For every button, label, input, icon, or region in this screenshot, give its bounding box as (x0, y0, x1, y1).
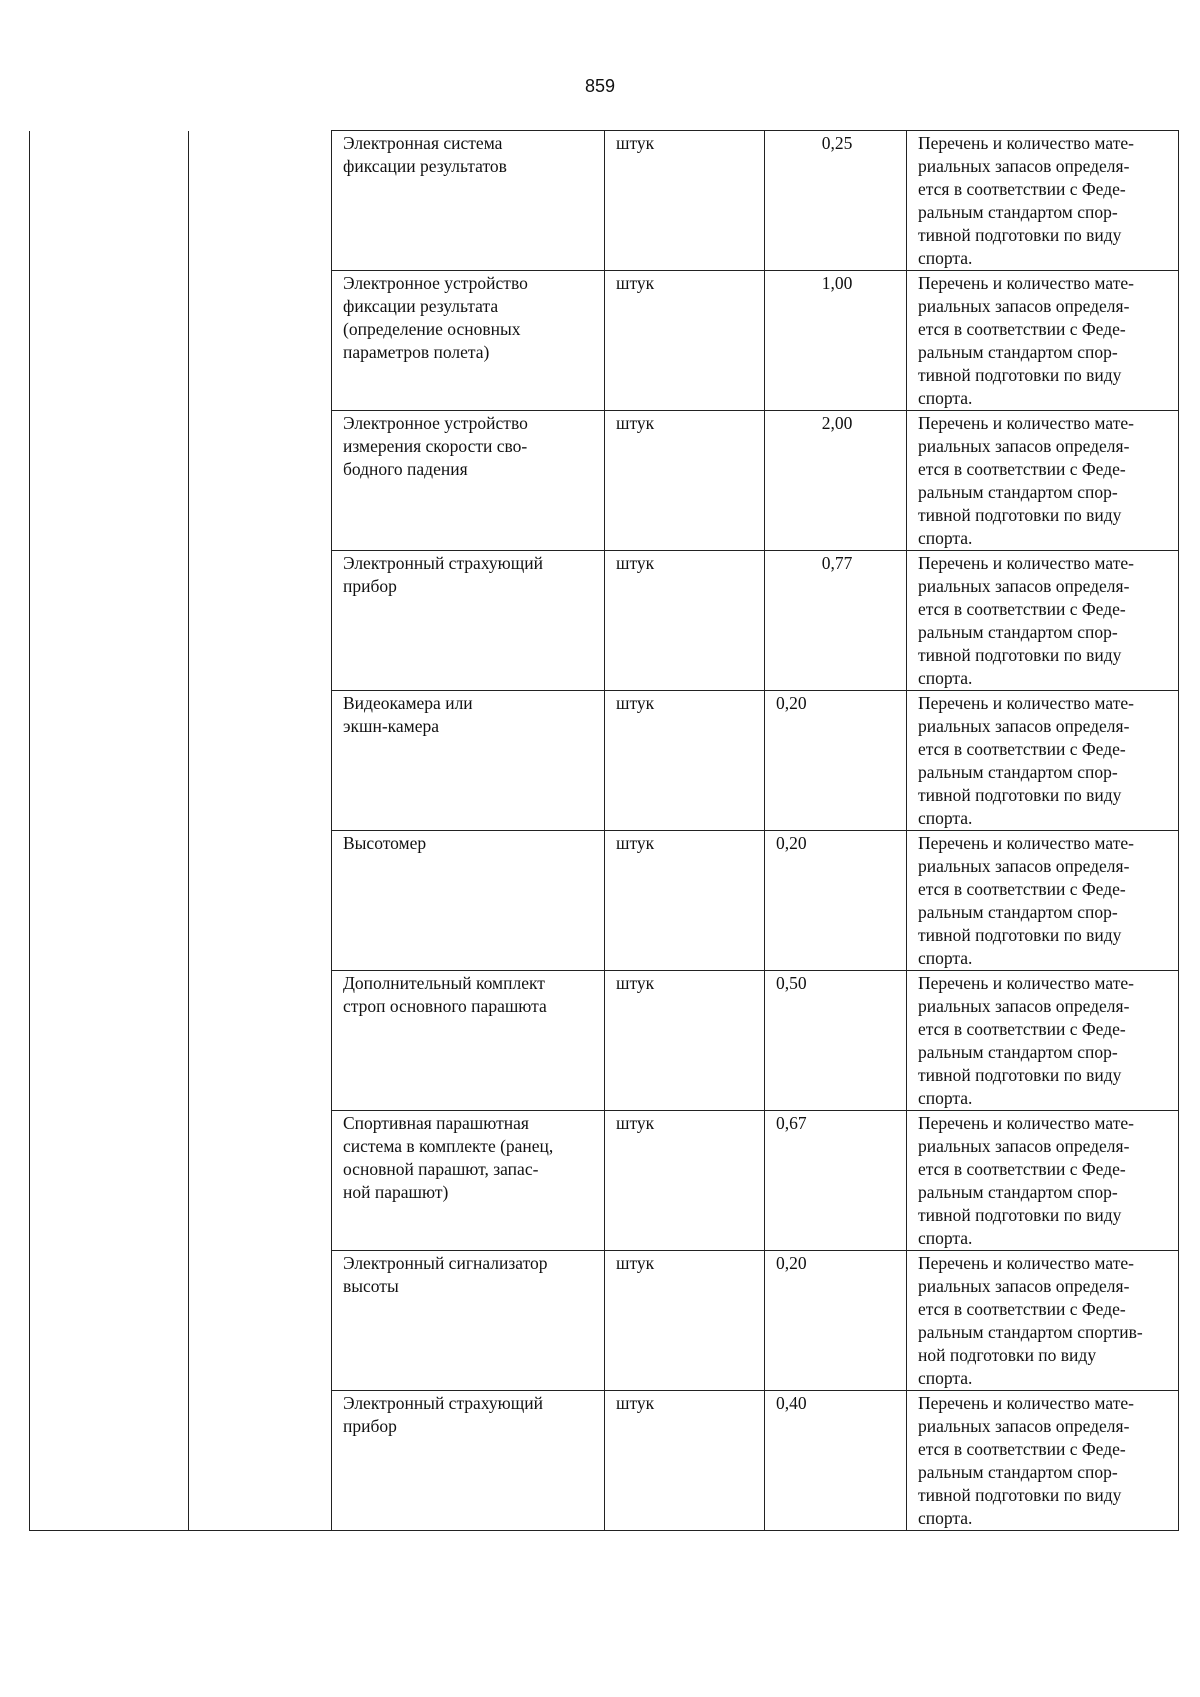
item-name-text: Электронная система фиксации результатов (343, 133, 507, 176)
quantity-text: 0,77 (821, 553, 853, 573)
quantity-text: 0,67 (776, 1113, 807, 1133)
unit-cell (605, 411, 765, 551)
item-name-text: Дополнительный комплект строп основного парашюта (343, 973, 547, 1016)
quantity-cell (765, 971, 907, 1111)
unit-text: штук (616, 273, 655, 293)
item-name-cell (332, 271, 605, 411)
note-cell (907, 1111, 1179, 1251)
note-text: Перечень и количество мате- риальных запасов определя- ется в соответствии с Феде- ральным стандартом спор- тивной подготовки по виду спорта. (918, 553, 1134, 688)
note-text: Перечень и количество мате- риальных запасов определя- ется в соответствии с Феде- ральным стандартом спор- тивной подготовки по виду спорта. (918, 1393, 1134, 1528)
note-text: Перечень и количество мате- риальных запасов определя- ется в соответствии с Феде- ральным стандартом спор- тивной подготовки по виду спорта. (918, 833, 1134, 968)
unit-cell (605, 551, 765, 691)
quantity-text: 0,20 (776, 1253, 807, 1273)
item-name-cell (332, 1391, 605, 1531)
quantity-text: 0,20 (776, 833, 807, 853)
item-name-text: Спортивная парашютная система в комплекте (ранец, основной парашют, запас- ной парашют) (343, 1113, 554, 1202)
unit-cell (605, 831, 765, 971)
unit-text: штук (616, 1393, 655, 1413)
quantity-cell (765, 271, 907, 411)
item-name-text: Электронное устройство измерения скорости сво- бодного падения (343, 413, 528, 479)
item-name-cell (332, 411, 605, 551)
note-text: Перечень и количество мате- риальных запасов определя- ется в соответствии с Феде- ральным стандартом спор- тивной подготовки по виду спорта. (918, 973, 1134, 1108)
note-cell (907, 971, 1179, 1111)
quantity-text: 1,00 (821, 273, 853, 293)
unit-cell (605, 1111, 765, 1251)
quantity-cell (765, 831, 907, 971)
note-cell (907, 1251, 1179, 1391)
quantity-cell (765, 131, 907, 271)
item-name-text: Электронное устройство фиксации результата (определение основных параметров полета) (343, 273, 528, 362)
item-name-cell (332, 1111, 605, 1251)
unit-cell (605, 691, 765, 831)
unit-cell (605, 271, 765, 411)
quantity-cell (765, 691, 907, 831)
unit-text: штук (616, 833, 655, 853)
note-cell (907, 411, 1179, 551)
quantity-text: 0,20 (776, 693, 807, 713)
unit-cell (605, 1391, 765, 1531)
item-name-text: Электронный страхующий прибор (343, 553, 543, 596)
note-text: Перечень и количество мате- риальных запасов определя- ется в соответствии с Феде- ральным стандартом спор- тивной подготовки по виду спорта. (918, 693, 1134, 828)
unit-cell (605, 131, 765, 271)
table-row (30, 131, 1179, 271)
item-name-cell (332, 131, 605, 271)
unit-cell (605, 1251, 765, 1391)
item-name-cell (332, 691, 605, 831)
note-text: Перечень и количество мате- риальных запасов определя- ется в соответствии с Феде- ральным стандартом спор- тивной подготовки по виду спорта. (918, 133, 1134, 268)
item-name-text: Высотомер (343, 833, 427, 853)
item-name-cell (332, 831, 605, 971)
note-cell (907, 1391, 1179, 1531)
quantity-cell (765, 1391, 907, 1531)
table-body (30, 131, 1179, 1531)
item-name-text: Электронный страхующий прибор (343, 1393, 543, 1436)
quantity-cell (765, 411, 907, 551)
note-text: Перечень и количество мате- риальных запасов определя- ется в соответствии с Феде- ральным стандартом спортив- ной подготовки по виду спорта. (918, 1253, 1143, 1388)
note-text: Перечень и количество мате- риальных запасов определя- ется в соответствии с Феде- ральным стандартом спор- тивной подготовки по виду спорта. (918, 1113, 1134, 1248)
note-cell (907, 691, 1179, 831)
unit-text: штук (616, 133, 655, 153)
unit-text: штук (616, 413, 655, 433)
note-cell (907, 271, 1179, 411)
equipment-table (29, 130, 1179, 1531)
item-name-cell (332, 1251, 605, 1391)
unit-cell (605, 971, 765, 1111)
note-text: Перечень и количество мате- риальных запасов определя- ется в соответствии с Феде- ральным стандартом спор- тивной подготовки по виду спорта. (918, 413, 1134, 548)
item-name-text: Видеокамера или экшн-камера (343, 693, 473, 736)
blank-column-2 (189, 131, 332, 1531)
page-number: 859 (584, 76, 616, 96)
quantity-cell (765, 1251, 907, 1391)
item-name-cell (332, 551, 605, 691)
unit-text: штук (616, 553, 655, 573)
note-cell (907, 551, 1179, 691)
unit-text: штук (616, 693, 655, 713)
item-name-cell (332, 971, 605, 1111)
quantity-text: 0,25 (821, 133, 853, 153)
quantity-text: 0,40 (776, 1393, 807, 1413)
quantity-text: 0,50 (776, 973, 807, 993)
unit-text: штук (616, 1253, 655, 1273)
unit-text: штук (616, 973, 655, 993)
quantity-text: 2,00 (821, 413, 853, 433)
note-cell (907, 831, 1179, 971)
quantity-cell (765, 551, 907, 691)
note-cell (907, 131, 1179, 271)
blank-column-1 (30, 131, 189, 1531)
unit-text: штук (616, 1113, 655, 1133)
item-name-text: Электронный сигнализатор высоты (343, 1253, 548, 1296)
quantity-cell (765, 1111, 907, 1251)
note-text: Перечень и количество мате- риальных запасов определя- ется в соответствии с Феде- ральным стандартом спор- тивной подготовки по виду спорта. (918, 273, 1134, 408)
